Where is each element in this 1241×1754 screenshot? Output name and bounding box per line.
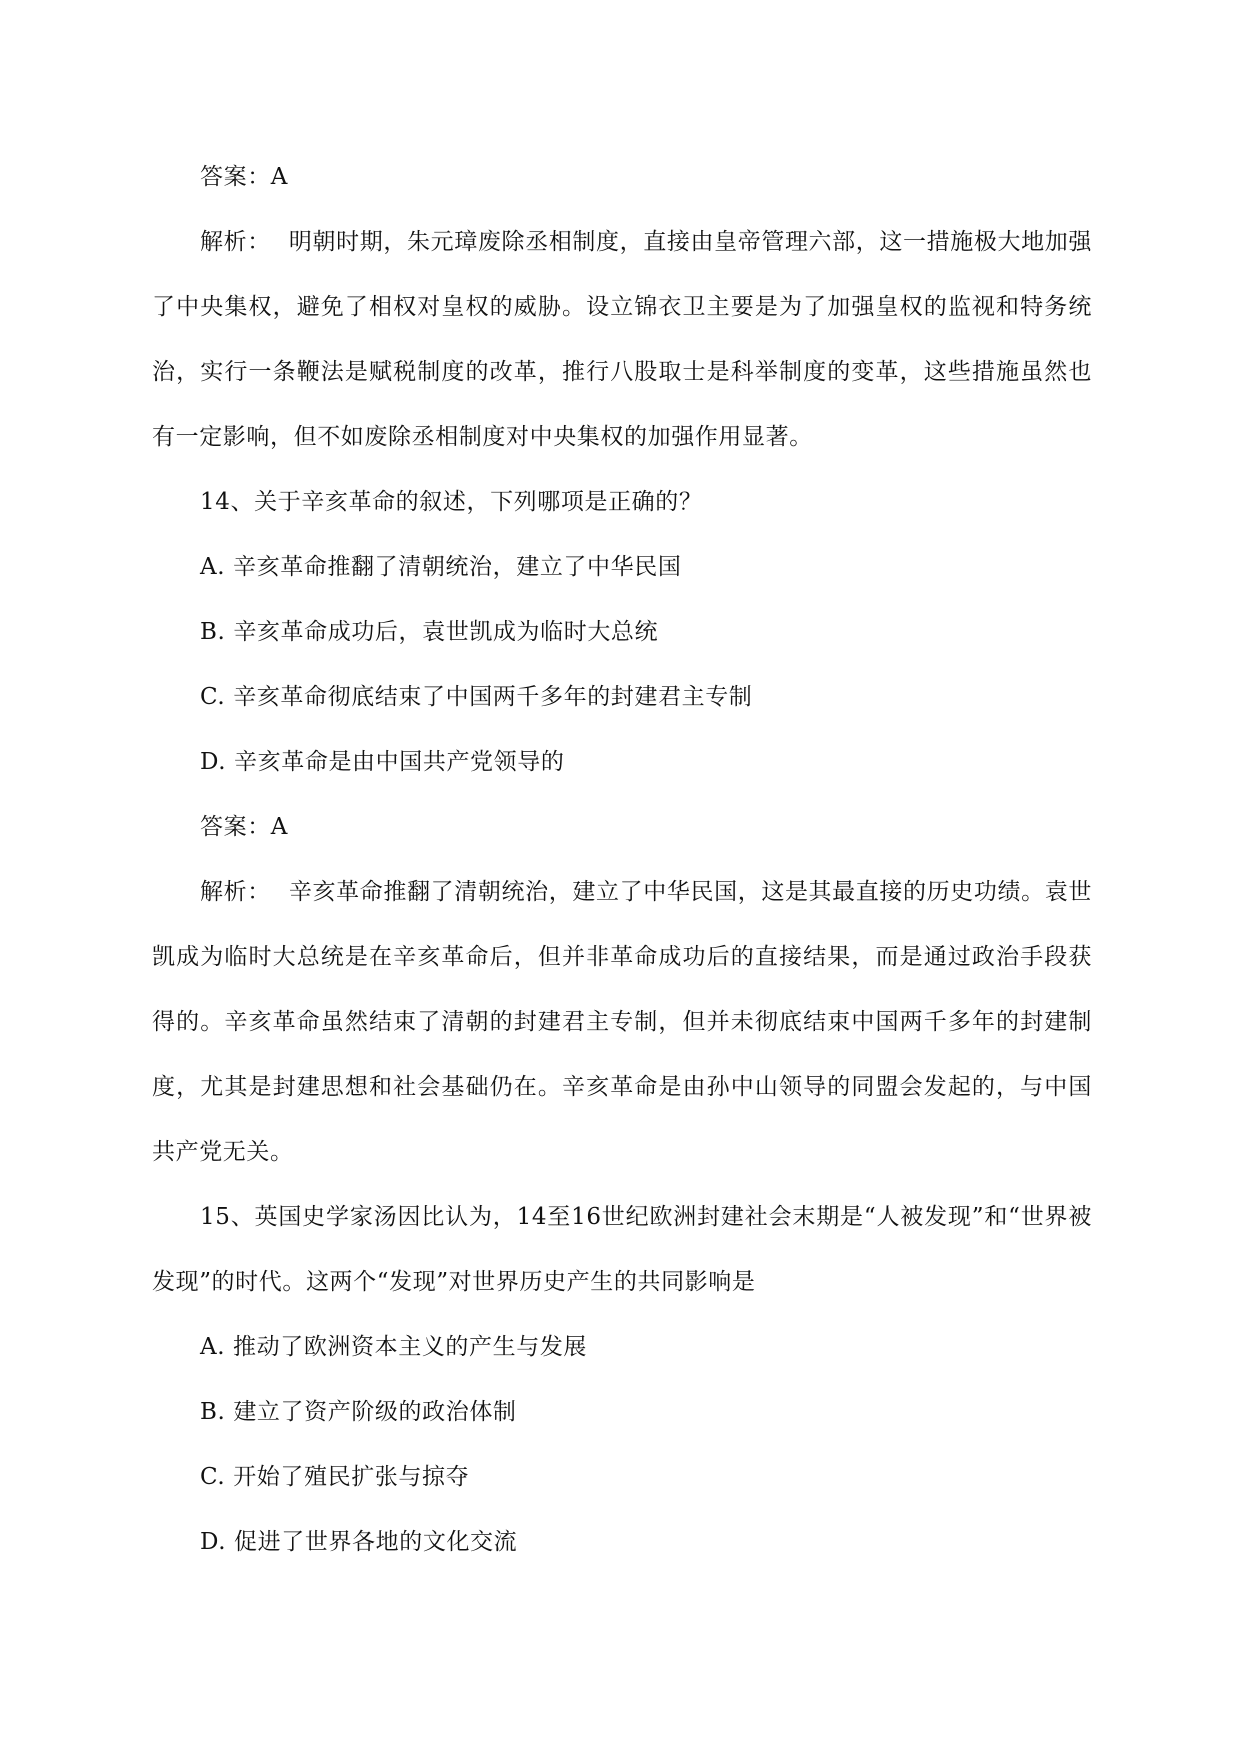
q14-option-a: A. 辛亥革命推翻了清朝统治，建立了中华民国: [200, 554, 682, 580]
q14-option-b: B. 辛亥革命成功后，袁世凯成为临时大总统: [200, 619, 659, 645]
document-content: [152, 145, 1092, 1575]
q13-analysis-label: 解析：: [200, 229, 271, 255]
q14-option-d: D. 辛亥革命是由中国共产党领导的: [200, 749, 565, 775]
q14-analysis-label: 解析：: [200, 879, 271, 905]
q14-question: 14、关于辛亥革命的叙述，下列哪项是正确的？: [200, 489, 703, 515]
q15-option-b: B. 建立了资产阶级的政治体制: [200, 1399, 517, 1425]
q15-question: 15、英国史学家汤因比认为，14至16世纪欧洲封建社会末期是“人被发现”和“世界被发现”的时代。这两个“发现”对世界历史产生的共同影响是: [152, 1204, 1092, 1295]
q14-option-c: C. 辛亥革命彻底结束了中国两千多年的封建君主专制: [200, 684, 753, 710]
q13-answer: 答案：A: [200, 164, 289, 190]
q15-option-c: C. 开始了殖民扩张与掠夺: [200, 1464, 470, 1490]
q13-analysis-text: 明朝时期，朱元璋废除丞相制度，直接由皇帝管理六部，这一措施极大地加强了中央集权，避免了相权对皇权的威胁。设立锦衣卫主要是为了加强皇权的监视和特务统治，实行一条鞭法是赋税制度的改革，推行八股取士是科举制度的变革，这些措施虽然也有一定影响，但不如废除丞相制度对中央集权的加强作用显著。: [152, 229, 1092, 450]
q14-answer: 答案：A: [200, 814, 289, 840]
q14-analysis-text: 辛亥革命推翻了清朝统治，建立了中华民国，这是其最直接的历史功绩。袁世凯成为临时大总统是在辛亥革命后，但并非革命成功后的直接结果，而是通过政治手段获得的。辛亥革命虽然结束了清朝的封建君主专制，但并未彻底结束中国两千多年的封建制度，尤其是封建思想和社会基础仍在。辛亥革命是由孙中山领导的同盟会发起的，与中国共产党无关。: [152, 879, 1092, 1165]
q13-analysis: [152, 210, 1092, 470]
q14-analysis: [152, 860, 1092, 1185]
q15-option-a: A. 推动了欧洲资本主义的产生与发展: [200, 1334, 588, 1360]
q15-option-d: D. 促进了世界各地的文化交流: [200, 1529, 518, 1555]
